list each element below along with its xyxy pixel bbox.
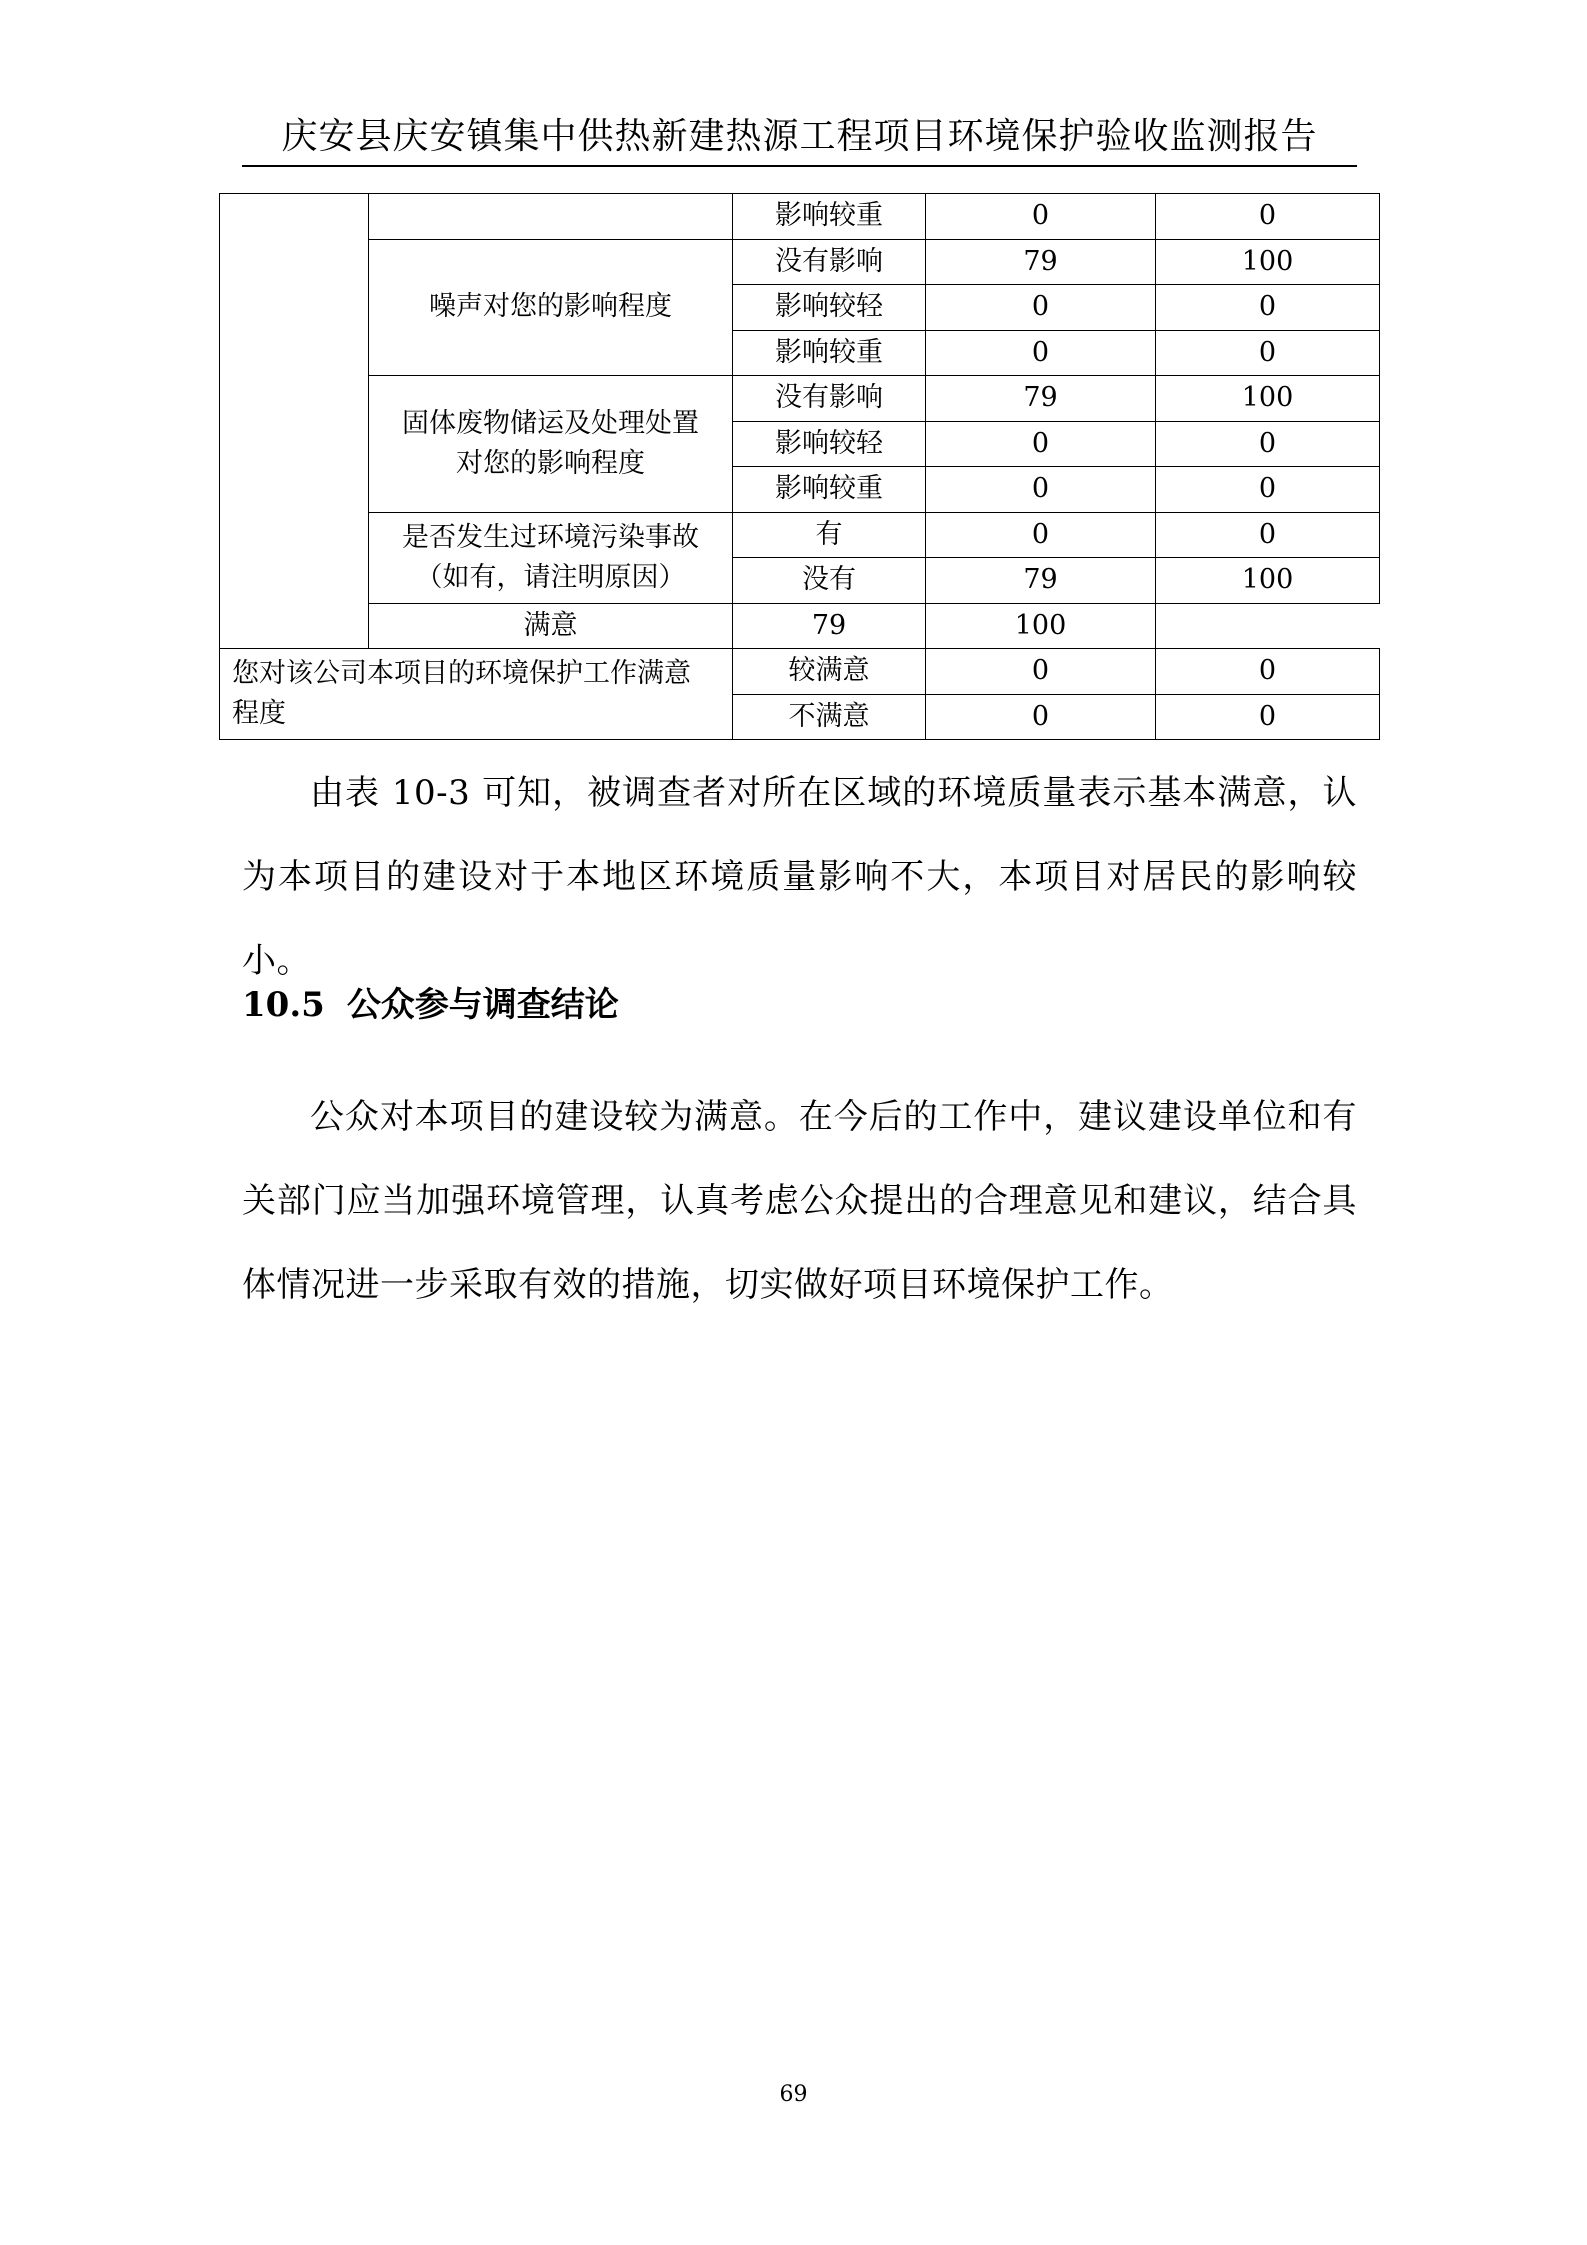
question-line: 您对该公司本项目的环境保护工作满意: [232, 658, 691, 689]
percent-cell: 0: [1156, 285, 1380, 331]
count-cell: 79: [926, 558, 1156, 604]
option-cell: 没有影响: [733, 376, 926, 422]
section-title: 公众参与调查结论: [346, 985, 619, 1025]
question-line: 是否发生过环境污染事故: [402, 521, 699, 553]
option-cell: 较满意: [733, 649, 926, 695]
percent-cell: 100: [1156, 558, 1380, 604]
conclusion-paragraph: 公众对本项目的建设较为满意。在今后的工作中，建议建设单位和有关部门应当加强环境管理，认真考虑公众提出的合理意见和建议，结合具体情况进一步采取有效的措施，切实做好项目环境保护工作。: [242, 1097, 1357, 1305]
blank-question-cell: [369, 194, 733, 240]
table-row: [220, 239, 1380, 285]
count-cell: 0: [926, 194, 1156, 240]
page-number: 69: [779, 2082, 808, 2107]
table-row: [220, 603, 1380, 649]
public-survey-table: [219, 193, 1380, 740]
count-cell: 79: [733, 603, 926, 649]
percent-cell: 0: [1156, 421, 1380, 467]
option-cell: 影响较重: [733, 330, 926, 376]
table-row: [220, 512, 1380, 558]
section-number: 10.5: [242, 985, 325, 1025]
percent-cell: 100: [1156, 376, 1380, 422]
count-cell: 0: [926, 467, 1156, 513]
question-line: 程度: [232, 698, 286, 729]
count-cell: 0: [926, 649, 1156, 695]
option-cell: 有: [733, 512, 926, 558]
count-cell: 0: [926, 694, 1156, 740]
option-cell: 不满意: [733, 694, 926, 740]
table-row: [220, 376, 1380, 422]
percent-cell: 0: [1156, 467, 1380, 513]
percent-cell: 0: [1156, 694, 1380, 740]
percent-cell: 0: [1156, 330, 1380, 376]
option-cell: 没有影响: [733, 239, 926, 285]
table-row: [220, 649, 1380, 695]
question-line: 对您的影响程度: [456, 447, 645, 479]
percent-cell: 0: [1156, 649, 1380, 695]
question-satisfaction: [220, 649, 733, 740]
option-cell: 满意: [369, 603, 733, 649]
question-solid-waste: [369, 376, 733, 513]
option-cell: 影响较轻: [733, 421, 926, 467]
count-cell: 79: [926, 376, 1156, 422]
percent-cell: 100: [1156, 239, 1380, 285]
count-cell: 79: [926, 239, 1156, 285]
option-cell: 影响较重: [733, 467, 926, 513]
option-cell: 影响较重: [733, 194, 926, 240]
count-cell: 0: [926, 512, 1156, 558]
question-noise: 噪声对您的影响程度: [369, 239, 733, 376]
header-divider: [242, 165, 1357, 167]
percent-cell: 0: [1156, 194, 1380, 240]
section-heading: [242, 980, 619, 1030]
report-header-title: 庆安县庆安镇集中供热新建热源工程项目环境保护验收监测报告: [281, 116, 1318, 157]
option-cell: 影响较轻: [733, 285, 926, 331]
percent-cell: 0: [1156, 512, 1380, 558]
question-line: 固体废物储运及处理处置: [402, 407, 699, 439]
percent-cell: 100: [926, 603, 1156, 649]
summary-paragraph: 由表 10-3 可知，被调查者对所在区域的环境质量表示基本满意，认为本项目的建设对于本地区环境质量影响不大，本项目对居民的影响较小。: [242, 773, 1357, 981]
question-line: （如有，请注明原因）: [415, 561, 686, 593]
question-accident: [369, 512, 733, 603]
blank-category-cell: [220, 194, 369, 649]
count-cell: 0: [926, 421, 1156, 467]
count-cell: 0: [926, 285, 1156, 331]
option-cell: 没有: [733, 558, 926, 604]
table-row: [220, 194, 1380, 240]
count-cell: 0: [926, 330, 1156, 376]
